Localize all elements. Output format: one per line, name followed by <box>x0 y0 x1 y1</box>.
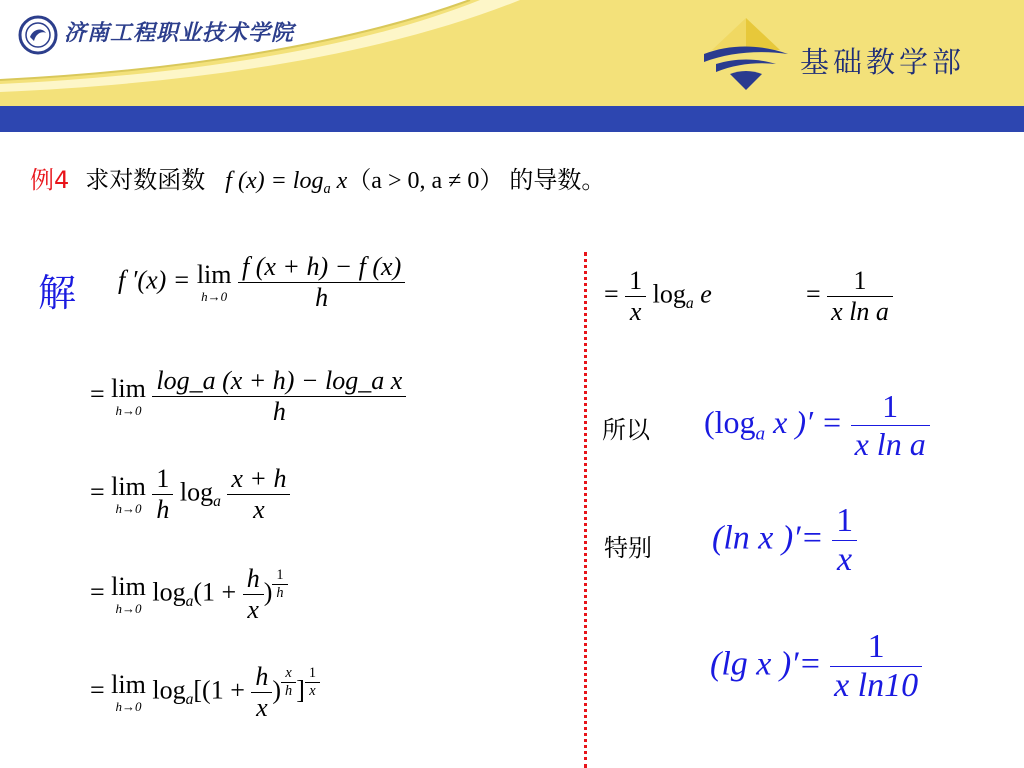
step2-num: log_a (x + h) − log_a x <box>152 366 406 397</box>
result-ln-derivative <box>712 502 857 579</box>
step5-fraction <box>251 662 272 723</box>
step5-base: a <box>185 690 194 708</box>
step4-fraction <box>243 564 264 625</box>
result-log-base: a <box>755 423 766 445</box>
step4-close: ) <box>263 577 273 607</box>
right1-eq: = <box>604 279 626 309</box>
step4-f-num: h <box>243 564 264 595</box>
step1-fraction <box>238 252 405 313</box>
step3-base: a <box>213 492 221 510</box>
step4-f-den: x <box>247 595 259 624</box>
result-ln-den: x <box>837 541 853 578</box>
step-4 <box>90 564 288 625</box>
result-ln-lhs: (ln x )′= <box>712 519 833 557</box>
step4-exp-den: h <box>276 584 284 601</box>
step1-limit <box>197 262 232 303</box>
step1-num: f (x + h) − f (x) <box>238 252 405 283</box>
department-logo-icon <box>700 14 792 94</box>
step5-exp2-num: 1 <box>305 665 320 683</box>
right1-fraction <box>625 266 646 327</box>
lim-under: h→0 <box>115 501 142 516</box>
lim-word: lim <box>111 472 146 501</box>
step5-exponent-2 <box>305 665 320 700</box>
result-log-derivative <box>704 388 930 463</box>
step3-eq: = <box>90 477 112 507</box>
step1-den: h <box>315 283 329 312</box>
step4-exponent <box>272 567 287 602</box>
right2-eq: = <box>806 279 828 309</box>
result-ln-num: 1 <box>832 502 857 541</box>
step3-limit <box>111 474 146 515</box>
result-lg-derivative <box>710 628 922 705</box>
step5-f-den: x <box>256 693 268 722</box>
right-step-1 <box>604 266 712 327</box>
step3-fraction-1 <box>152 464 173 525</box>
result-log-lhs: (log <box>704 403 756 440</box>
step4-base: a <box>185 592 194 610</box>
formula-base: a <box>323 181 331 198</box>
right1-log: log <box>652 279 686 309</box>
formula-lhs: f (x) = log <box>225 168 324 194</box>
step5-exp1-den: h <box>285 682 293 699</box>
right-step-2 <box>806 266 893 327</box>
right2-num: 1 <box>827 266 893 297</box>
step5-bracket: ] <box>296 675 305 705</box>
result-lg-fraction <box>830 628 922 705</box>
example-formula <box>225 168 509 198</box>
step2-eq: = <box>90 379 112 409</box>
right2-den: x ln a <box>831 297 889 326</box>
step3-f2-den: x <box>253 495 265 524</box>
solution-label: 解 <box>38 271 77 315</box>
step-2 <box>90 366 406 427</box>
result-ln-fraction <box>832 502 857 579</box>
step-5 <box>90 662 320 723</box>
step3-fraction-2 <box>227 464 290 525</box>
result-lg-num: 1 <box>830 628 922 667</box>
step5-eq: = <box>90 675 112 705</box>
example-line <box>30 160 605 198</box>
step5-exp1-num: x <box>281 665 296 683</box>
right1-e: e <box>700 279 712 309</box>
step5-exp2-den: x <box>309 682 316 699</box>
result-log-rest: x )′ = <box>765 403 851 440</box>
step1-lhs: f ′(x) = <box>118 265 197 295</box>
right1-num: 1 <box>625 266 646 297</box>
formula-var: x <box>336 168 348 194</box>
school-logo-icon <box>18 15 58 55</box>
lim-under: h→0 <box>115 403 142 418</box>
step-3 <box>90 464 290 525</box>
step2-fraction <box>152 366 406 427</box>
step4-exp-num: 1 <box>272 567 287 585</box>
lim-under: h→0 <box>115 699 142 714</box>
step5-limit <box>111 672 146 713</box>
lim-word: lim <box>111 572 146 601</box>
step5-exponent-1 <box>281 665 296 700</box>
step3-f2-num: x + h <box>227 464 290 495</box>
step3-f1-num: 1 <box>152 464 173 495</box>
result-log-den: x ln a <box>854 426 926 462</box>
step2-den: h <box>272 397 286 426</box>
result-log-num: 1 <box>851 388 930 426</box>
example-label: 例4 <box>30 166 70 194</box>
step5-log: log <box>152 675 186 705</box>
step5-open: [(1 + <box>193 675 252 705</box>
lim-under: h→0 <box>201 289 228 304</box>
step3-log: log <box>179 477 214 507</box>
lim-word: lim <box>196 260 232 289</box>
right1-den: x <box>629 297 642 326</box>
step5-close: ) <box>272 675 282 705</box>
lim-word: lim <box>111 374 146 403</box>
step4-open: (1 + <box>193 577 243 607</box>
step4-log: log <box>152 577 186 607</box>
result-lg-den: x ln10 <box>834 667 919 704</box>
dotted-divider <box>584 252 587 768</box>
department-name: 基础教学部 <box>800 45 966 79</box>
step5-f-num: h <box>251 662 272 693</box>
example-prompt: 求对数函数 <box>85 166 206 194</box>
lim-word: lim <box>111 670 146 699</box>
result-lg-lhs: (lg x )′= <box>710 645 831 683</box>
therefore-label: 所以 <box>602 416 650 444</box>
right1-base: a <box>685 294 694 312</box>
step-1 <box>118 252 405 313</box>
formula-condition: （a > 0, a ≠ 0） <box>347 168 504 194</box>
special-label: 特别 <box>604 534 652 562</box>
step3-f1-den: h <box>156 495 170 524</box>
school-name: 济南工程职业技术学院 <box>64 20 295 46</box>
right2-fraction <box>827 266 893 327</box>
example-suffix: 的导数。 <box>509 166 606 194</box>
step4-eq: = <box>90 577 112 607</box>
lim-under: h→0 <box>115 601 142 616</box>
step4-limit <box>111 574 146 615</box>
step2-limit <box>111 376 146 417</box>
result-log-fraction <box>851 388 930 463</box>
